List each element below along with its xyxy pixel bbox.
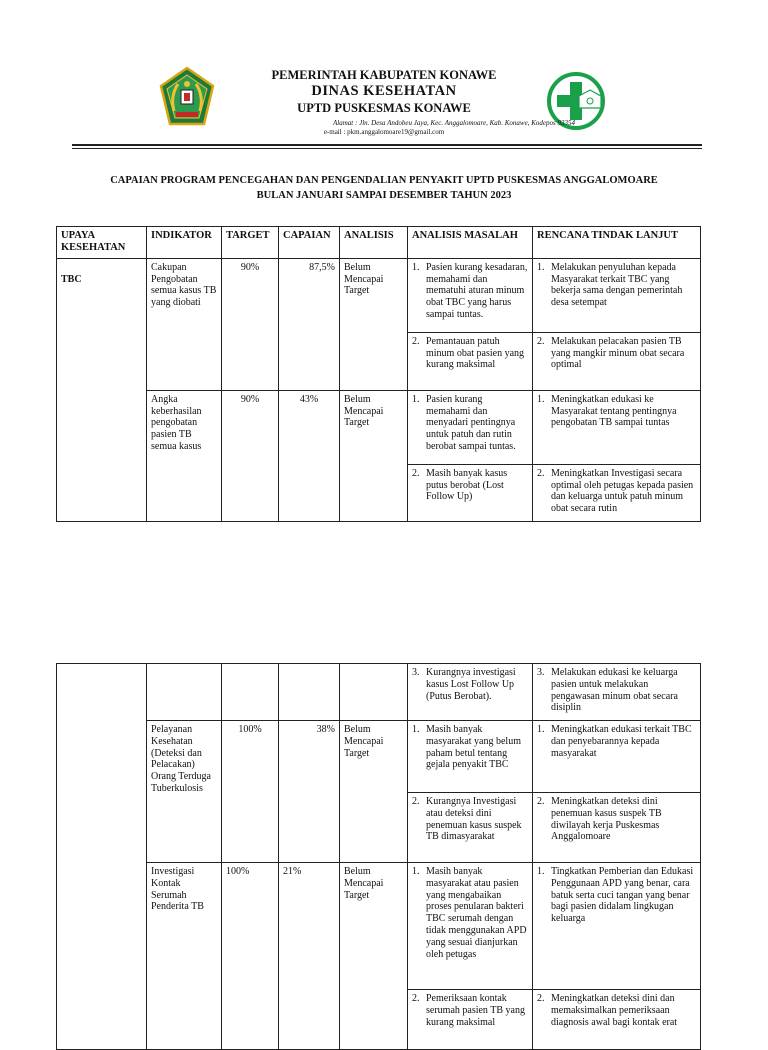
letterhead-address: Alamat : Jln. Desa Andobeu Jaya, Kec. Anggalomoare, Kab. Konawe, Kodepos 93354 [333, 119, 575, 127]
table-row [57, 664, 701, 721]
item-number: 1. [412, 393, 420, 405]
program-label: TBC [61, 273, 82, 285]
masalah-text: Pemeriksaan kontak serumah pasien TB yang kurang maksimal [426, 993, 525, 1028]
rencana-text: Meningkatkan edukasi ke Masyarakat tentang pentingnya pengobatan TB sampai tuntas [551, 393, 677, 429]
item-number: 2. [412, 335, 420, 347]
analisis-cell: Belum Mencapai Target [340, 863, 408, 1050]
capaian-cell: 87,5% [279, 258, 340, 390]
masalah-text: Kurangnya Investigasi atau deteksi dini penemuan kasus suspek TB dimasyarakat [426, 796, 522, 843]
masalah-text: Pasien kurang memahami dan menyadari pentingnya untuk patuh dan rutin berobat sampai tuntas. [426, 393, 516, 452]
masalah-cell [408, 990, 533, 1050]
letterhead-email: e-mail : pkm.anggalomoare19@gmail.com [323, 128, 445, 136]
masalah-text: Masih banyak masyarakat atau pasien yang mengabaikan proses penularan bakteri TBC serumah dengan tidak menggunakan APD yang sesuai dianjurkan oleh petugas [426, 866, 527, 960]
item-number: 1. [412, 261, 420, 273]
masalah-cell [408, 390, 533, 464]
table-row [57, 721, 701, 793]
item-number: 2. [537, 993, 545, 1004]
capaian-cell: 43% [279, 390, 340, 521]
rencana-cell [533, 464, 701, 521]
letterhead-divider [72, 144, 702, 146]
rencana-text: Meningkatkan deteksi dini dan memaksimalkan pemeriksaan diagnosis awal bagi kontak erat [551, 993, 678, 1028]
masalah-text: Pemantauan patuh minum obat pasien yang kurang maksimal [426, 335, 525, 371]
item-number: 2. [537, 335, 545, 347]
masalah-text: Masih banyak kasus putus berobat (Lost Follow Up) [426, 467, 508, 503]
rencana-cell [533, 258, 701, 332]
document-title: CAPAIAN PROGRAM PENCEGAHAN DAN PENGENDALIAN PENYAKIT UPTD PUSKESMAS ANGGALOMOARE [110, 175, 658, 186]
masalah-cell [408, 258, 533, 332]
header-target: TARGET [222, 227, 279, 259]
target-cell: 90% [222, 390, 279, 521]
achievement-table [56, 226, 701, 522]
item-number: 2. [412, 993, 420, 1004]
header-indikator: INDIKATOR [147, 227, 222, 259]
letterhead-government: PEMERINTAH KABUPATEN KONAWE [271, 68, 497, 82]
analisis-cell: Belum Mencapai Target [340, 721, 408, 863]
masalah-cell [408, 863, 533, 990]
item-number: 1. [537, 393, 545, 405]
item-number: 3. [537, 667, 545, 678]
header-rencana: RENCANA TINDAK LANJUT [533, 227, 701, 259]
rencana-text: Melakukan edukasi ke keluarga pasien untuk melakukan pengawasan minum obat secara disiplin [551, 667, 678, 714]
item-number: 1. [537, 724, 545, 735]
item-number: 2. [412, 796, 420, 807]
item-number: 1. [412, 866, 420, 877]
masalah-cell [408, 721, 533, 793]
item-number: 3. [412, 667, 420, 678]
program-cell-continued [57, 664, 147, 1050]
capaian-cell: 38% [279, 721, 340, 863]
table-header-row [57, 227, 701, 259]
masalah-text: Masih banyak masyarakat yang belum paham betul tentang gejala penyakit TBC [426, 724, 521, 771]
rencana-text: Melakukan penyuluhan kepada Masyarakat terkait TBC yang bekerja sama dengan pemerintah desa setempat [551, 261, 683, 309]
rencana-cell [533, 990, 701, 1050]
header-analisis: ANALISIS [340, 227, 408, 259]
item-number: 1. [412, 724, 420, 735]
indikator-cell: Investigasi Kontak Serumah Penderita TB [147, 863, 222, 1050]
rencana-cell [533, 390, 701, 464]
masalah-cell [408, 664, 533, 721]
rencana-cell [533, 863, 701, 990]
analisis-cell: Belum Mencapai Target [340, 258, 408, 390]
rencana-cell [533, 721, 701, 793]
document-subtitle: BULAN JANUARI SAMPAI DESEMBER TAHUN 2023 [256, 190, 512, 201]
capaian-cell [279, 664, 340, 721]
item-number: 2. [412, 467, 420, 479]
header-analisis-masalah: ANALISIS MASALAH [408, 227, 533, 259]
rencana-text: Tingkatkan Pemberian dan Edukasi Penggunaan APD yang benar, cara batuk serta cuci tangan yang benar bagi pasien didalam lingkugan keluarga [551, 866, 694, 925]
header-capaian: CAPAIAN [279, 227, 340, 259]
item-number: 1. [537, 866, 545, 877]
achievement-table-continued [56, 663, 701, 1050]
masalah-cell [408, 464, 533, 521]
masalah-text: Pasien kurang kesadaran, memahami dan mematuhi aturan minum obat TBC yang harus sampai tuntas. [426, 261, 528, 320]
target-cell: 90% [222, 258, 279, 390]
rencana-text: Meningkatkan edukasi terkait TBC dan penyebarannya kepada masyarakat [551, 724, 692, 759]
masalah-text: Kurangnya investigasi kasus Lost Follow Up (Putus Berobat). [426, 667, 516, 702]
target-cell: 100% [222, 721, 279, 863]
header-upaya: UPAYA KESEHATAN [57, 227, 147, 259]
rencana-cell [533, 664, 701, 721]
indikator-cell: Cakupan Pengobatan semua kasus TB yang diobati [147, 258, 222, 390]
rencana-cell [533, 793, 701, 863]
capaian-cell: 21% [279, 863, 340, 1050]
analisis-cell [340, 664, 408, 721]
item-number: 2. [537, 796, 545, 807]
table-row [57, 390, 701, 464]
rencana-cell [533, 332, 701, 390]
indikator-cell [147, 664, 222, 721]
masalah-cell [408, 332, 533, 390]
indikator-cell: Pelayanan Kesehatan (Deteksi dan Pelacakan) Orang Terduga Tuberkulosis [147, 721, 222, 863]
letterhead-unit: UPTD PUSKESMAS KONAWE [297, 101, 471, 115]
analisis-cell: Belum Mencapai Target [340, 390, 408, 521]
table-row [57, 258, 701, 332]
item-number: 2. [537, 467, 545, 479]
target-cell [222, 664, 279, 721]
rencana-text: Meningkatkan deteksi dini penemuan kasus suspek TB diwilayah kerja Puskesmas Anggalomoare [551, 796, 662, 843]
table-row [57, 863, 701, 990]
letterhead-divider-thin [72, 148, 702, 149]
indikator-cell: Angka keberhasilan pengobatan pasien TB semua kasus [147, 390, 222, 521]
target-cell: 100% [222, 863, 279, 1050]
masalah-cell [408, 793, 533, 863]
letterhead-agency: DINAS KESEHATAN [311, 83, 457, 99]
rencana-text: Meningkatkan Investigasi secara optimal oleh petugas kepada pasien dan keluarga untuk patuh minum obat secara rutin [551, 467, 694, 515]
item-number: 1. [537, 261, 545, 273]
program-cell [57, 258, 147, 521]
rencana-text: Melakukan pelacakan pasien TB yang mangkir minum obat secara optimal [551, 335, 685, 371]
